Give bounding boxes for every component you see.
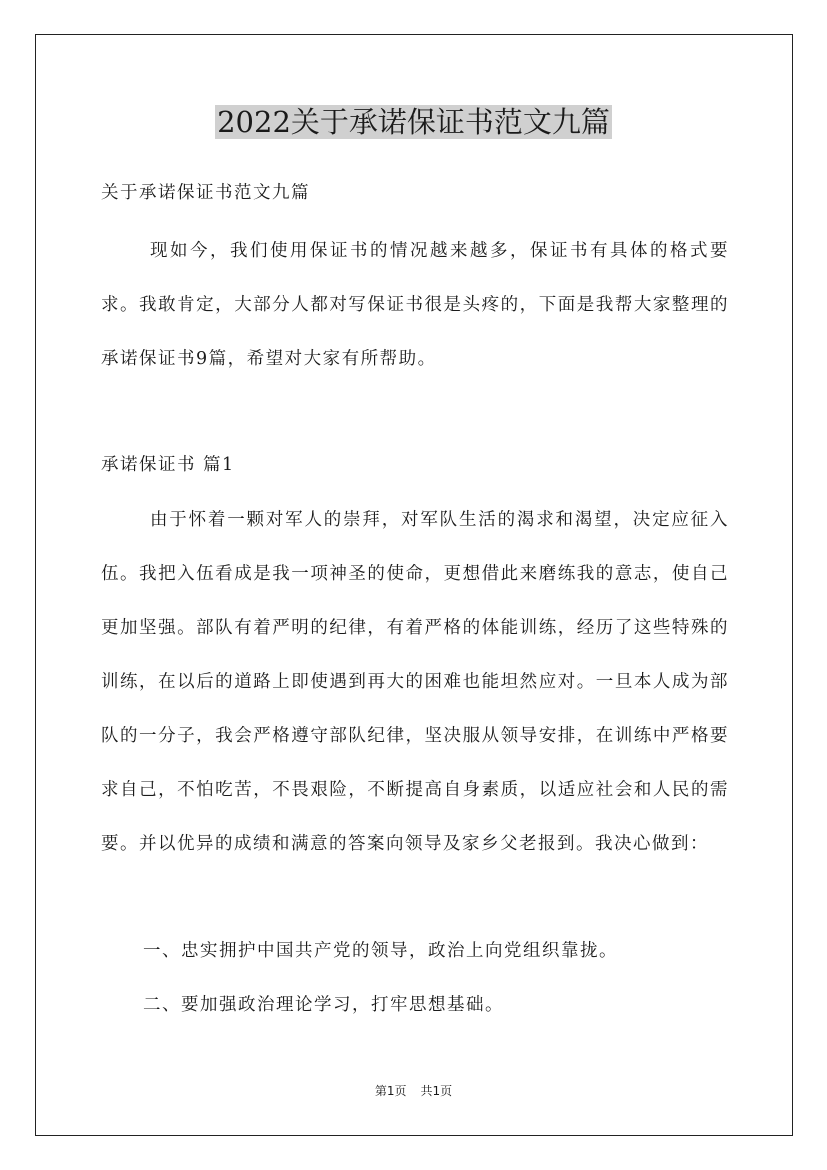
document-title-text: 2022关于承诺保证书范文九篇 <box>217 105 610 139</box>
list-item: 二、要加强政治理论学习，打牢思想基础。 <box>143 995 504 1015</box>
section-paragraph: 由于怀着一颗对军人的崇拜，对军队生活的渴求和渴望，决定应征入伍。我把入伍看成是我一项神圣的使命，更想借此来磨练我的意志，使自己更加坚强。部队有着严明的纪律，有着严格的体能训练，经历了这些特殊的训练，在以后的道路上即使遇到再大的困难也能坦然应对。一旦本人成为部队的一分子，我会严格遵守部队纪律，坚决服从领导安排，在训练中严格要求自己，不怕吃苦，不畏艰险，不断提高自身素质，以适应社会和人民的需要。并以优异的成绩和满意的答案向领导及家乡父老报到。我决心做到： <box>101 510 729 854</box>
document-subtitle: 关于承诺保证书范文九篇 <box>101 183 310 203</box>
document-title <box>0 102 827 142</box>
intro-paragraph: 现如今，我们使用保证书的情况越来越多，保证书有具体的格式要求。我敢肯定，大部分人都对写保证书很是头疼的，下面是我帮大家整理的承诺保证书9篇，希望对大家有所帮助。 <box>101 241 729 369</box>
page-footer <box>0 1082 827 1100</box>
page-total: 共1页 <box>420 1084 453 1098</box>
page-number: 第1页 <box>374 1084 407 1098</box>
list-item: 一、忠实拥护中国共产党的领导，政治上向党组织靠拢。 <box>143 941 618 961</box>
section-heading: 承诺保证书 篇1 <box>101 455 235 475</box>
